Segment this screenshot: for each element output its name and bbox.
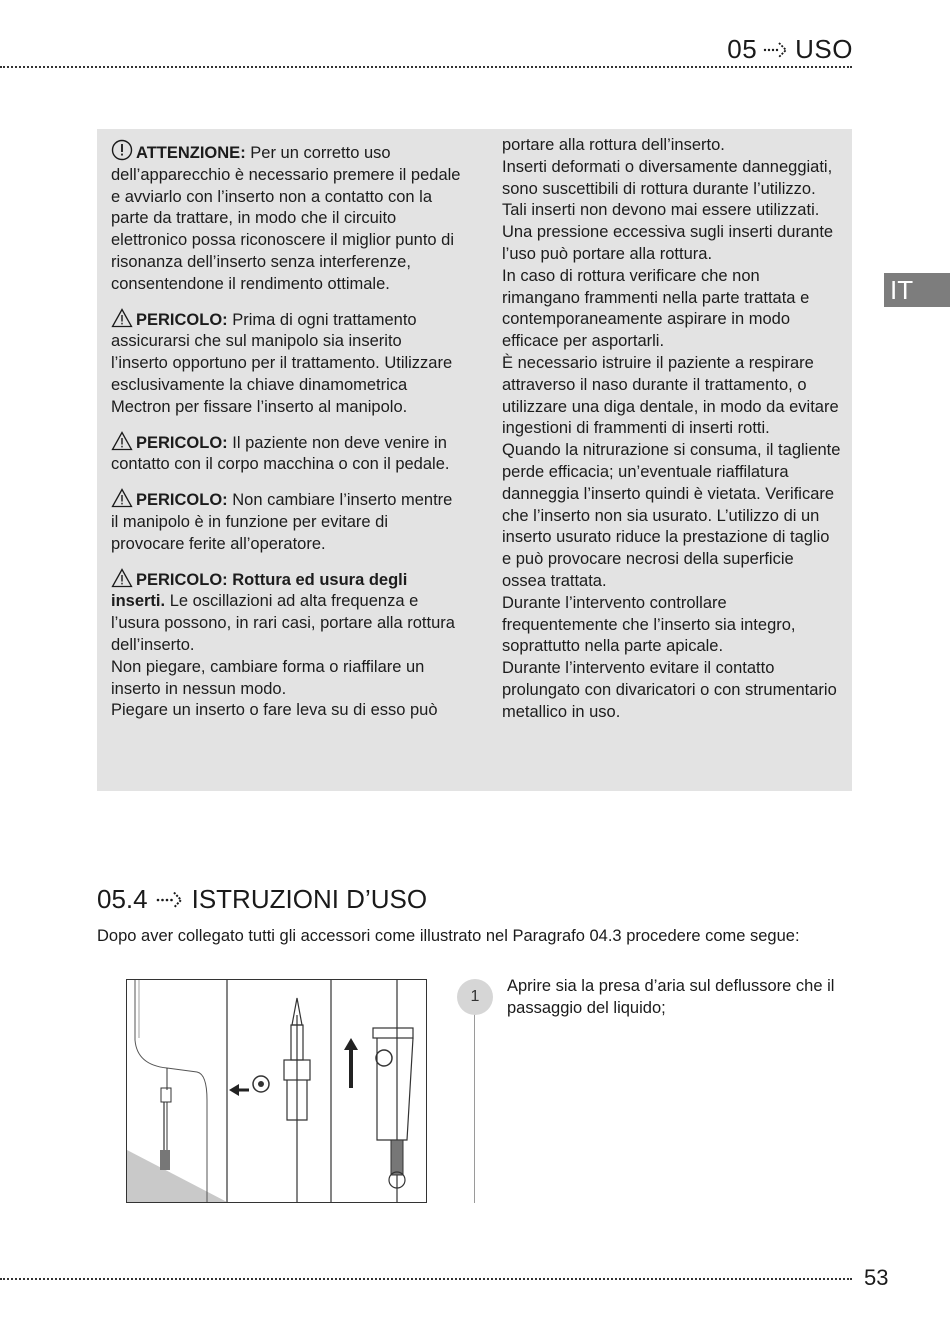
warning-paragraph: Una pressione eccessiva sugli inserti durante l’uso può portare alla rottura. (502, 223, 834, 263)
attention-text: Per un corretto uso dell’apparecchio è necessario premere il pedale e avviarlo con l’inserto non a contatto con la parte da trattare, in modo che il circuito elettronico possa riconoscere il miglior punto di risonanza dell’inserto senza interferenze, consentendone il rendimento ottimale. (111, 144, 461, 293)
warning-paragraph: Quando la nitrurazione si consuma, il tagliente perde efficacia; un’eventuale riaffilatura danneggia l’inserto quindi è vietata. Verificare che l’inserto non sia usurato. L’utilizzo di un inserto usurato riduce la prestazione di taglio e può provocare necrosi della superficie ossea trattata. (502, 441, 841, 590)
danger-label: PERICOLO: (136, 433, 228, 452)
warning-triangle-icon (111, 308, 133, 328)
section-title: ISTRUZIONI D’USO (191, 884, 428, 914)
header-divider (0, 66, 852, 68)
chapter-header (727, 34, 853, 65)
warning-column-right (502, 135, 842, 724)
danger-label: PERICOLO: Rottura ed usura degli inserti. (111, 570, 408, 611)
dotted-arrow-icon (763, 41, 789, 59)
warning-paragraph: È necessario istruire il paziente a respirare attraverso il naso durante il trattamento, o utilizzare una diga dentale, in modo da evitare ingestioni di frammenti di inserti rotti. (502, 353, 839, 438)
warning-triangle-icon (111, 568, 133, 588)
step-illustration (126, 979, 427, 1203)
chapter-number: 05 (727, 34, 758, 64)
footer-divider (0, 1278, 852, 1280)
section-number: 05.4 (97, 884, 148, 914)
danger-text: Prima di ogni trattamento assicurarsi che sul manipolo sia inserito l’inserto opportuno per il trattamento. Utilizzare esclusivamente la chiave dinamometrica Mectron per fissare l’inserto al manipolo. (111, 310, 453, 416)
danger-label: PERICOLO: (136, 491, 228, 510)
warning-triangle-icon (111, 488, 133, 508)
warning-paragraph: portare alla rottura dell’inserto. (502, 136, 725, 154)
attention-note (111, 139, 461, 296)
danger-line: Piegare un inserto o fare leva su di esso può (111, 701, 438, 720)
language-tab: IT (884, 273, 950, 307)
step-connector-line (474, 1000, 475, 1203)
attention-label: ATTENZIONE: (136, 144, 246, 162)
danger-label: PERICOLO: (136, 310, 228, 329)
danger-note-4 (111, 568, 461, 657)
danger-note-3 (111, 488, 461, 555)
warning-paragraph: In caso di rottura verificare che non rimangano frammenti nella parte trattata e contemporaneamente aspirare in modo efficace per asportarli. (502, 266, 810, 351)
chapter-title: USO (795, 34, 853, 64)
danger-note-1 (111, 308, 461, 419)
warning-box (97, 129, 852, 791)
step-number-badge: 1 (457, 979, 493, 1015)
drip-set-illustration (127, 980, 426, 1202)
exclamation-circle-icon (111, 139, 133, 161)
step-text: Aprire sia la presa d’aria sul deflussore che il passaggio del liquido; (507, 977, 835, 1017)
danger-note-2 (111, 431, 461, 477)
danger-text: Non cambiare l’inserto mentre il manipolo è in funzione per evitare di provocare ferite all’operatore. (111, 491, 453, 553)
page-number: 53 (864, 1265, 889, 1290)
dotted-arrow-icon (156, 890, 184, 910)
warning-paragraph: Inserti deformati o diversamente danneggiati, sono suscettibili di rottura durante l’utilizzo. Tali inserti non devono mai essere utilizzati. (502, 157, 833, 220)
warning-triangle-icon (111, 431, 133, 451)
danger-text: Il paziente non deve venire in contatto con il corpo macchina o con il pedale. (111, 433, 450, 474)
warning-column-left (111, 139, 461, 722)
warning-paragraph: Durante l’intervento evitare il contatto prolungato con divaricatori o con strumentario metallico in uso. (502, 659, 837, 721)
section-intro: Dopo aver collegato tutti gli accessori come illustrato nel Paragrafo 04.3 procedere come segue: (97, 927, 800, 945)
warning-paragraph: Durante l’intervento controllare frequentemente che l’inserto sia integro, soprattutto nella parte apicale. (502, 593, 796, 656)
section-heading (97, 884, 427, 915)
danger-line: Non piegare, cambiare forma o riaffilare un inserto in nessun modo. (111, 657, 425, 698)
danger-text: Le oscillazioni ad alta frequenza e l’usura possono, in rari casi, portare alla rottura dell’inserto. (111, 592, 455, 654)
